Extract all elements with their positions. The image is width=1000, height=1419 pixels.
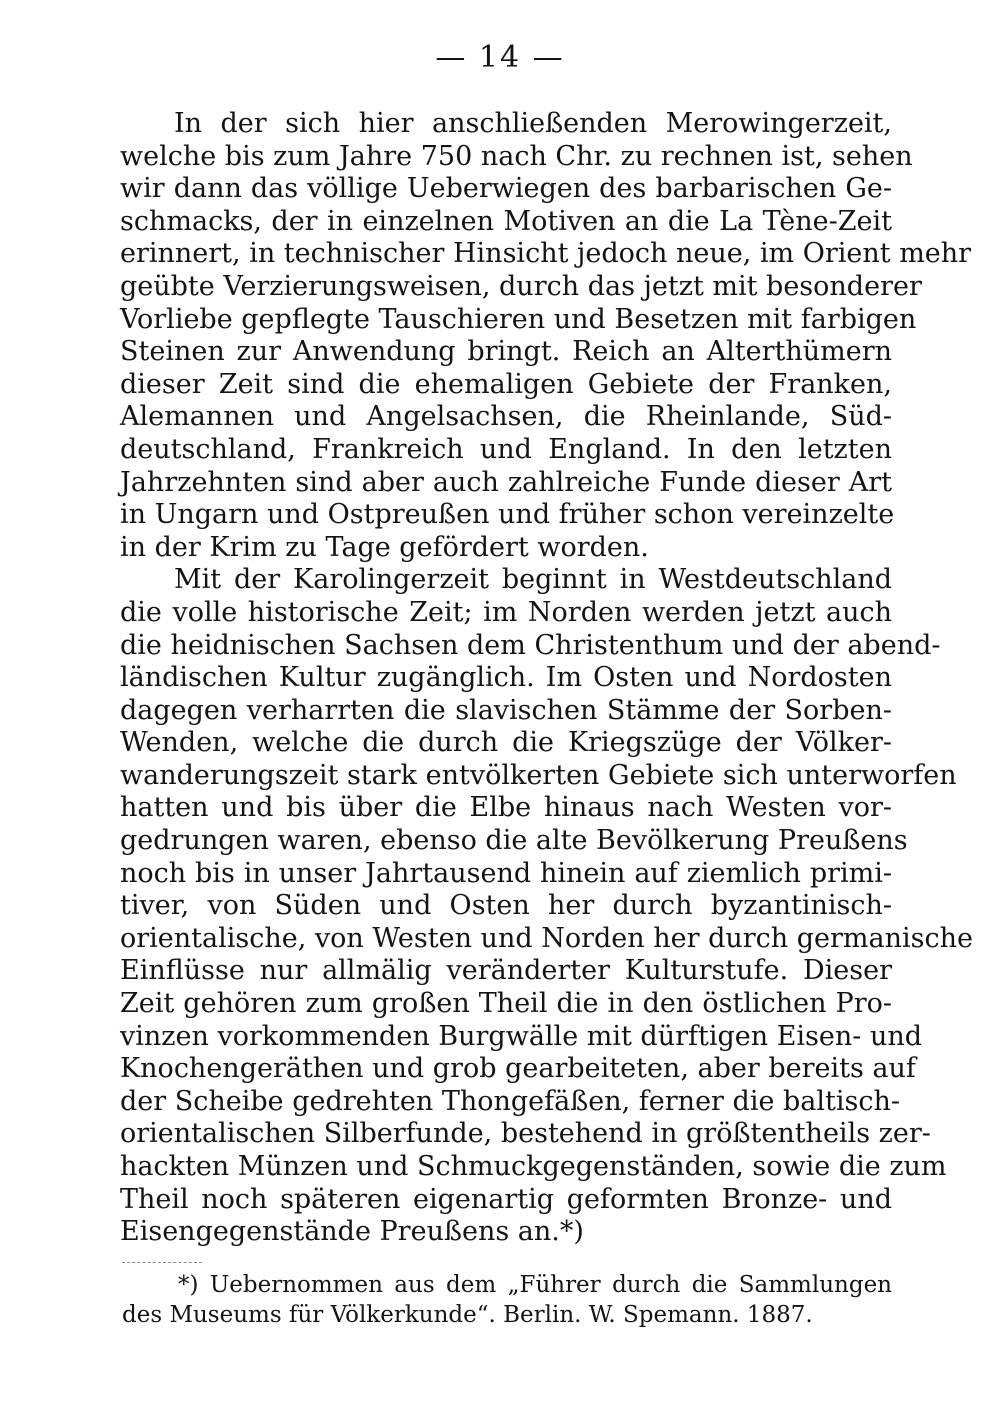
text-line: in Ungarn und Ostpreußen und früher schon vereinzelte: [120, 499, 895, 531]
text-line: Alemannen und Angelsachsen, die Rheinlande, Süd-: [120, 401, 892, 433]
text-line: Zeit gehören zum großen Theil die in den östlichen Pro-: [120, 988, 892, 1020]
text-line: In der sich hier anschließenden Merowingerzeit,: [174, 108, 892, 139]
text-line: geübte Verzierungsweisen, durch das jetzt mit besonderer: [120, 270, 922, 302]
paragraph-merowingerzeit: [120, 108, 972, 564]
text-line: Knochengeräthen und grob gearbeiteten, aber bereits auf: [120, 1053, 916, 1085]
text-line: noch bis in unser Jahrtausend hinein auf ziemlich primi-: [120, 857, 892, 889]
text-line: in der Krim zu Tage gefördert worden.: [120, 531, 649, 563]
paragraph-karolingerzeit: [120, 564, 973, 1248]
text-line: Steinen zur Anwendung bringt. Reich an Alterthümern: [120, 336, 892, 368]
text-line: hatten und bis über die Elbe hinaus nach Westen vor-: [120, 792, 892, 824]
footnote-separator: [122, 1262, 202, 1263]
text-line: orientalischen Silberfunde, bestehend in größtentheils zer-: [120, 1118, 931, 1150]
page-number: — 14 —: [435, 40, 565, 75]
text-line: schmacks, der in einzelnen Motiven an die La Tène-Zeit: [120, 205, 892, 237]
footnote: [122, 1270, 892, 1330]
text-line: gedrungen waren, ebenso die alte Bevölkerung Preußens: [120, 825, 908, 857]
text-line: die volle historische Zeit; im Norden werden jetzt auch: [120, 596, 892, 628]
text-line: hackten Münzen und Schmuckgegenständen, sowie die zum: [120, 1151, 947, 1182]
text-line: Mit der Karolingerzeit beginnt in Westdeutschland: [174, 564, 892, 596]
text-line: Eisengegenstände Preußens an.*): [120, 1216, 584, 1248]
text-line: deutschland, Frankreich und England. In den letzten: [120, 433, 892, 465]
text-line: die heidnischen Sachsen dem Christenthum und der abend-: [120, 629, 941, 661]
text-line: vinzen vorkommenden Burgwälle mit dürftigen Eisen- und: [120, 1020, 923, 1052]
text-line: Theil noch späteren eigenartig geformten Bronze- und: [120, 1183, 892, 1215]
text-line: dieser Zeit sind die ehemaligen Gebiete der Franken,: [120, 368, 892, 400]
text-line: Vorliebe gepflegte Tauschieren und Besetzen mit farbigen: [120, 303, 917, 335]
text-line: ländischen Kultur zugänglich. Im Osten und Nordosten: [120, 662, 892, 694]
text-line: erinnert, in technischer Hinsicht jedoch neue, im Orient mehr: [120, 238, 972, 270]
text-line: orientalische, von Westen und Norden her durch germanische: [120, 922, 973, 954]
footnote-line: des Museums für Völkerkunde“. Berlin. W. Spemann. 1887.: [122, 1302, 813, 1328]
main-text: [120, 108, 973, 1249]
text-line: wanderungszeit stark entvölkerten Gebiete sich unterworfen: [120, 759, 957, 791]
text-line: Jahrzehnten sind aber auch zahlreiche Funde dieser Art: [120, 466, 892, 498]
footnote-line: *) Uebernommen aus dem „Führer durch die Sammlungen: [178, 1272, 892, 1298]
text-line: Einflüsse nur allmälig veränderter Kulturstufe. Dieser: [120, 955, 892, 987]
text-line: dagegen verharrten die slavischen Stämme der Sorben-: [120, 694, 892, 726]
text-line: tiver, von Süden und Osten her durch byzantinisch-: [120, 890, 892, 922]
text-line: welche bis zum Jahre 750 nach Chr. zu rechnen ist, sehen: [120, 140, 913, 172]
text-line: der Scheibe gedrehten Thongefäßen, ferner die baltisch-: [120, 1085, 901, 1117]
text-line: wir dann das völlige Ueberwiegen des barbarischen Ge-: [120, 173, 892, 205]
text-line: Wenden, welche die durch die Kriegszüge der Völker-: [120, 727, 892, 759]
